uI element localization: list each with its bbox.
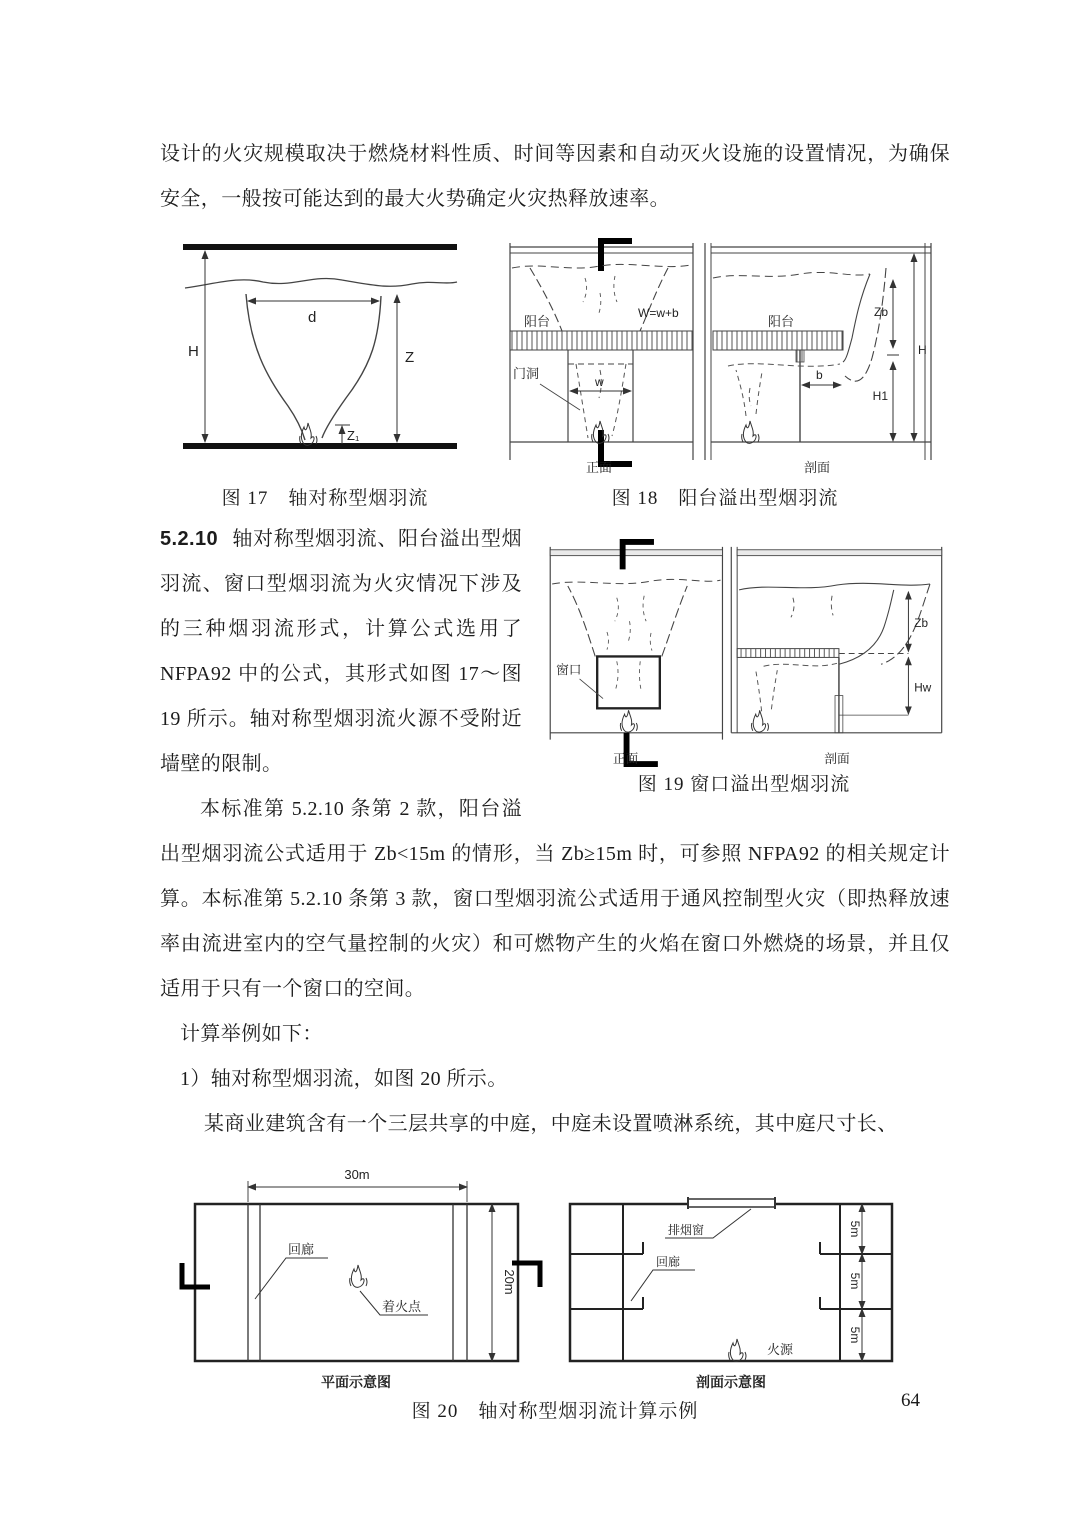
- label-door: 门洞: [513, 366, 540, 381]
- label-5m-3: 5m: [848, 1326, 862, 1344]
- example-desc: 某商业建筑含有一个三层共享的中庭，中庭未设置喷淋系统，其中庭尺寸长、: [204, 1113, 898, 1135]
- label-front-view: 正面: [612, 751, 639, 767]
- flame-icon: [350, 1265, 367, 1287]
- label-W-total: W=w+b: [638, 306, 679, 320]
- label-gallery: 回廊: [656, 1255, 681, 1269]
- gallery-callout: [255, 1242, 328, 1299]
- flame-icon: [752, 710, 769, 732]
- label-Z1: Z₁: [347, 428, 360, 443]
- label-balcony-front: 阳台: [524, 314, 551, 329]
- label-ignition: 着火点: [382, 1299, 422, 1314]
- figure-17-caption: 图 17 轴对称型烟羽流: [221, 488, 429, 509]
- figure-20-section: [555, 1159, 950, 1394]
- atrium-plan-outline: [195, 1204, 518, 1361]
- flame-icon: [620, 710, 637, 732]
- label-30m: 30m: [344, 1167, 370, 1182]
- dim-Zb-H1: [873, 280, 899, 441]
- gallery-callout: [631, 1254, 695, 1301]
- dim-Z: [397, 295, 414, 442]
- label-b: b: [816, 368, 823, 382]
- label-section-view: 剖面: [804, 460, 831, 475]
- section-cut-mark-top: [601, 241, 632, 271]
- smoke-vent: [688, 1199, 775, 1207]
- label-w: w: [595, 375, 604, 389]
- example-intro: 计算举例如下：: [180, 1023, 323, 1045]
- dim-20m: [492, 1204, 517, 1361]
- label-5m-2: 5m: [848, 1272, 862, 1290]
- label-H-section: H: [918, 343, 927, 357]
- figure-20-plan: [160, 1159, 555, 1394]
- figure-row-17-18: [160, 238, 950, 515]
- dim-Z1: [335, 425, 360, 444]
- label-Z: Z: [405, 349, 415, 366]
- atrium-section-outline: [570, 1204, 892, 1361]
- label-front-view: 正面: [586, 460, 613, 475]
- label-H: H: [188, 343, 199, 360]
- ignition-callout: [360, 1291, 428, 1315]
- intro-paragraph: 设计的火灾规模取决于燃烧材料性质、时间等因素和自动灭火设施的设置情况，为确保安全，一般按可能达到的最大火势确定火灾热释放速率。: [160, 143, 950, 210]
- clause-5-2-10-block: [160, 517, 950, 1012]
- flame-icon: [729, 1339, 746, 1361]
- balcony-front: [510, 331, 693, 350]
- floor-slab: [737, 649, 839, 658]
- label-section-view: 剖面: [824, 751, 850, 767]
- dim-Zb-Hw: [908, 592, 931, 714]
- vent-callout: [665, 1209, 751, 1238]
- label-gallery: 回廊: [288, 1242, 315, 1257]
- label-vent: 排烟窗: [668, 1223, 705, 1237]
- page-number: 64: [901, 1390, 920, 1411]
- figure-19-diagram: [538, 539, 950, 769]
- label-window: 窗口: [556, 662, 582, 678]
- figure-20-caption: 图 20 轴对称型烟羽流计算示例: [411, 1401, 699, 1422]
- explain-paragraph: 本标准第 5.2.10 条第 2 款，阳台溢出型烟羽流公式适用于 Zb<15m 的情形，当 Zb≥15m 时，可参照 NFPA92 的相关规定计算。本标准第 5.2.10 条第 3 款，窗口型烟羽流公式适用于通风控制型火灾（即热释放速率由流进室内的空气量控制的火灾）和可燃物产生的火焰在窗口外燃烧的场景，并且仅适用于只有一个窗口的空间。: [160, 798, 950, 1000]
- dim-30m: [248, 1167, 467, 1202]
- label-fire-source: 火源: [767, 1342, 794, 1357]
- label-20m: 20m: [502, 1269, 517, 1295]
- label-Zb: Zb: [914, 617, 929, 631]
- plan-view-title: 平面示意图: [321, 1374, 391, 1390]
- flame-icon: [300, 423, 317, 445]
- label-H1: H1: [872, 389, 888, 403]
- label-Hw: Hw: [914, 681, 932, 695]
- figure-17: [160, 238, 490, 515]
- label-d: d: [308, 309, 317, 326]
- figure-18: [500, 238, 950, 515]
- figure-17-diagram: [160, 238, 490, 483]
- label-balcony-section: 阳台: [768, 314, 795, 329]
- dim-b: [802, 368, 841, 385]
- figure-19: [538, 539, 950, 801]
- section-view-title: 剖面示意图: [696, 1374, 766, 1390]
- dim-d: [248, 301, 379, 326]
- label-5m-1: 5m: [848, 1220, 862, 1238]
- example-item-1: 1）轴对称型烟羽流，如图 20 所示。: [180, 1068, 508, 1090]
- dim-5m-stack: [848, 1204, 862, 1361]
- clause-number: 5.2.10: [160, 528, 219, 550]
- figure-20: [160, 1159, 950, 1394]
- flame-icon: [742, 421, 759, 443]
- figure-18-diagram: [500, 238, 950, 483]
- balcony-section: [713, 331, 843, 350]
- label-Zb: Zb: [873, 305, 888, 319]
- figure-18-caption: 图 18 阳台溢出型烟羽流: [611, 488, 839, 509]
- figure-19-caption: 图 19 窗口溢出型烟羽流: [637, 774, 851, 795]
- dim-H: [188, 251, 205, 442]
- clause-body: 轴对称型烟羽流、阳台溢出型烟羽流、窗口型烟羽流为火灾情况下涉及的三种烟羽流形式，计算公式选用了 NFPA92 中的公式，其形式如图 17～图 19 所示。轴对称型烟羽流火源不受附近墙壁的限制。: [160, 528, 522, 775]
- window-opening: [597, 656, 660, 708]
